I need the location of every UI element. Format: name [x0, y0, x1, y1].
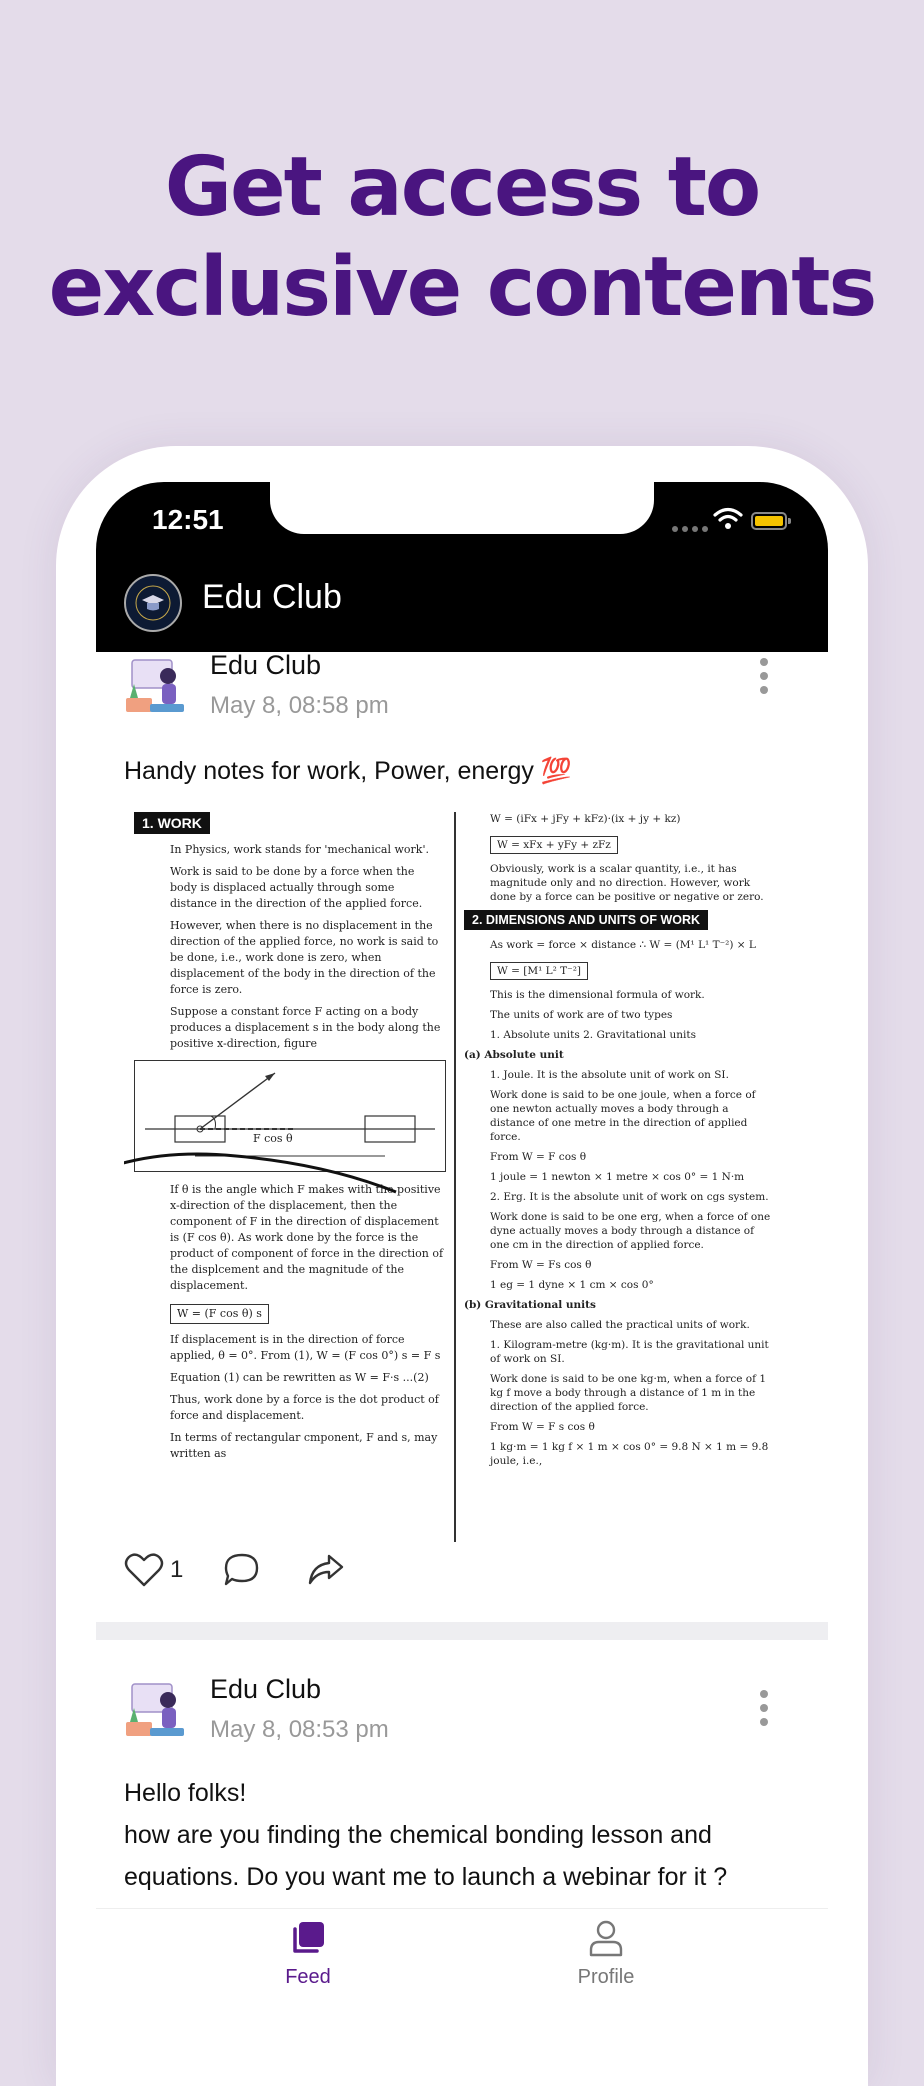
doc-text: Obviously, work is a scalar quantity, i.e., it has magnitude only and no direction. However, work done by a force can be positive or negative or zero.: [490, 863, 764, 903]
profile-icon: [587, 1919, 625, 1957]
doc-text: However, when there is no displacement in the direction of the applied force, no work is said to be done, i.e., work done is zero, when displacement of the body in the direction of the force is zero.: [170, 919, 439, 996]
heart-icon[interactable]: [124, 1552, 164, 1588]
doc-text: These are also called the practical units of work.: [490, 1319, 750, 1331]
feed-icon: [289, 1919, 327, 1957]
figure-label: F cos θ: [253, 1132, 293, 1145]
share-icon[interactable]: [307, 1552, 345, 1588]
app-header: [96, 482, 828, 652]
battery-icon: [751, 512, 787, 530]
nav-profile-label: Profile: [577, 1966, 635, 1988]
doc-subheading: (b) Gravitational units: [464, 1299, 596, 1311]
doc-text: From W = F s cos θ: [490, 1421, 595, 1433]
doc-text: W = (iFx + jFy + kFz)·(ix + jy + kz): [490, 813, 681, 825]
feed-post: [96, 652, 828, 1622]
doc-text: Work done is said to be one kg·m, when a force of 1 kg f move a body through a distance of 1 m in the direction of the applied force.: [490, 1373, 767, 1413]
doc-text: 1. Kilogram-metre (kg·m). It is the gravitational unit of work on SI.: [490, 1339, 769, 1365]
doc-text: This is the dimensional formula of work.: [490, 989, 705, 1001]
doc-text: As work = force × distance ∴ W = (M¹ L¹ T⁻²) × L: [490, 939, 756, 951]
nav-profile[interactable]: [506, 1919, 706, 1989]
equation-box: W = [M¹ L² T⁻²]: [490, 962, 588, 980]
post-time: May 8, 08:53 pm: [210, 1716, 389, 1743]
doc-text: Work is said to be done by a force when the body is displaced actually through some distance in the direction of the applied force.: [170, 865, 423, 910]
like-count: 1: [170, 1556, 184, 1583]
doc-text: 2. Erg. It is the absolute unit of work on cgs system.: [490, 1191, 769, 1203]
post-author[interactable]: Edu Club: [210, 1674, 322, 1704]
signal-icon: [672, 526, 708, 532]
doc-text: 1 eg = 1 dyne × 1 cm × cos 0°: [490, 1279, 654, 1291]
doc-text: 1 joule = 1 newton × 1 metre × cos 0° = 1 N·m: [490, 1171, 745, 1183]
phone-notch: [270, 482, 654, 534]
doc-text: Equation (1) can be rewritten as W = F·s ...(2): [170, 1371, 429, 1384]
post-author[interactable]: Edu Club: [210, 652, 322, 680]
graduation-cap-icon: [134, 584, 172, 622]
wifi-icon: [713, 507, 743, 531]
doc-text: From W = F cos θ: [490, 1151, 587, 1163]
feed-post: [96, 1640, 828, 1908]
doc-text: 1. Absolute units 2. Gravitational units: [490, 1029, 696, 1041]
doc-text: In Physics, work stands for 'mechanical work'.: [170, 843, 429, 856]
more-options-icon[interactable]: [760, 658, 770, 694]
doc-text: In terms of rectangular cmponent, F and s, may written as: [170, 1431, 438, 1460]
doc-text: Thus, work done by a force is the dot product of force and displacement.: [170, 1393, 439, 1422]
comment-icon[interactable]: [223, 1552, 261, 1588]
post-text-body: how are you finding the chemical bonding lesson and equations. Do you want me to launch a webinar for it ?: [124, 1821, 728, 1891]
app-title: Edu Club: [202, 578, 342, 616]
author-avatar[interactable]: [124, 1678, 188, 1742]
doc-text: From W = Fs cos θ: [490, 1259, 592, 1271]
promo-headline: [0, 138, 924, 338]
nav-feed[interactable]: [208, 1919, 408, 1989]
post-text: Handy notes for work, Power, energy 💯: [124, 757, 572, 785]
status-time: 12:51: [152, 504, 224, 535]
doc-text: Work done is said to be one erg, when a force of one dyne actually moves a body through a distance of one cm in the direction of applied force.: [490, 1211, 771, 1251]
nav-feed-label: Feed: [285, 1966, 331, 1988]
doc-subheading: (a) Absolute unit: [464, 1049, 564, 1061]
feed-list[interactable]: [96, 652, 828, 1908]
pen-annotation: [124, 1142, 436, 1202]
doc-text: 1 kg·m = 1 kg f × 1 m × cos 0° = 9.8 N × 1 m = 9.8 joule, i.e.,: [490, 1441, 769, 1467]
doc-text: 1. Joule. It is the absolute unit of work on SI.: [490, 1069, 729, 1081]
doc-heading-work: 1. WORK: [134, 812, 210, 834]
doc-heading-dimensions: 2. DIMENSIONS AND UNITS OF WORK: [464, 910, 708, 930]
doc-column-divider: [454, 812, 456, 1542]
doc-text: Suppose a constant force F acting on a body produces a displacement s in the body along the positive x-direction, figure: [170, 1005, 441, 1050]
author-avatar[interactable]: [124, 654, 188, 718]
doc-text: If θ is the angle which F makes with the positive x-direction of the displacement, then the component of F in the direction of displacement is (F cos θ). As work done by the force is the product of component of force in the direction of the displcement and the magnitude of the displacement.: [170, 1183, 444, 1292]
equation-box: W = (F cos θ) s: [170, 1304, 269, 1324]
equation-box: W = xFx + yFy + zFz: [490, 836, 618, 854]
doc-text: The units of work are of two types: [490, 1009, 673, 1021]
phone-screen: [96, 482, 828, 2000]
post-divider: [96, 1622, 828, 1640]
doc-text: If displacement is in the direction of force applied, θ = 0°. From (1), W = (F cos 0°) s = F s: [170, 1333, 441, 1362]
post-actions: [124, 1552, 345, 1588]
bottom-navigation: [96, 1908, 828, 2000]
post-time: May 8, 08:58 pm: [210, 692, 389, 719]
doc-text: Work done is said to be one joule, when a force of one newton actually moves a body through a distance of one metre in the direction of applied force.: [490, 1089, 756, 1143]
app-logo[interactable]: [124, 574, 182, 632]
post-text-greeting: Hello folks!: [124, 1779, 247, 1807]
headline-line-2: exclusive contents: [48, 240, 876, 335]
headline-line-1: Get access to: [164, 140, 760, 235]
post-image-notes[interactable]: [124, 812, 778, 1542]
more-options-icon[interactable]: [760, 1690, 770, 1726]
